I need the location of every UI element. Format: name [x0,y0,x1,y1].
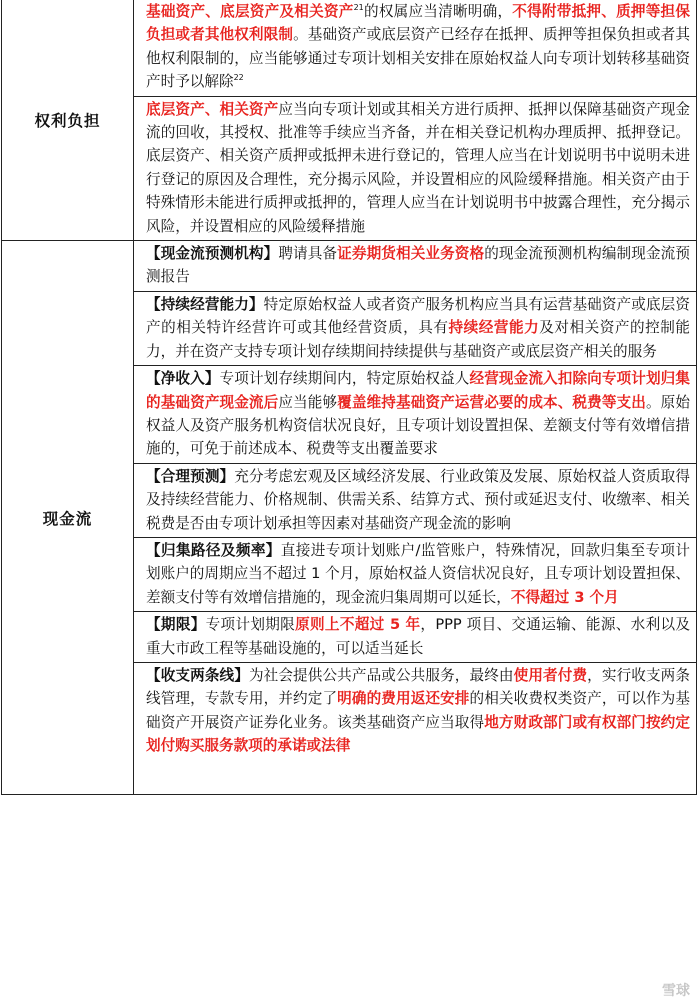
body-text: 的权属应当清晰明确， [363,3,513,20]
body-text: 的现金流预测机构编制现金流预测报告 [146,245,690,286]
item-heading: 【持续经营能力】 [146,295,264,313]
watermark-logo: 雪球 [662,983,690,999]
cashflow-item-net-income [146,367,690,461]
body-text: 聘请具备 [278,245,338,263]
body-text: 的相关收费权类资产，可以作为基础资产开展资产证券化业务。该类基础资产应当取得 [146,690,690,731]
body-text: 充分考虑宏观及区域经济发展、行业政策及发展、原始权益人资质取得及持续经营能力、价格规制、供需关系、结算方式、预付或延迟支付、收缴率、相关税费是否由专项计划承担等因素对基础资产现金流的影响 [146,467,690,532]
body-text: 专项计划期限 [205,616,296,634]
cashflow-item-cell [134,291,697,365]
body-text: 专项计划存续期间内，特定原始权益人 [219,370,470,388]
highlight-text: 使用者付费 [513,666,588,684]
cashflow-label: 现金流 [42,509,93,528]
highlight-text: 不得附带抵押、质押等担保负担或者其他权利限制 [146,3,690,44]
item-heading: 【归集路径及频率】 [146,541,281,559]
rights-label: 权利负担 [34,111,101,130]
cashflow-label-cell [2,241,134,795]
highlight-text: 证券期货相关业务资格 [337,245,485,263]
rights-paragraph-2-cell [134,96,697,240]
item-heading: 【现金流预测机构】 [146,245,279,263]
body-text: 。基础资产或底层资产已经存在抵押、质押等担保负担或者其他权利限制的，应当能够通过专项计划相关安排在原始权益人向专项计划转移基础资产时予以解除 [146,26,690,91]
body-text: 应当向专项计划或其相关方进行质押、抵押以保障基础资产现金流的回收，其授权、批准等手续应当齐备，并在相关登记机构办理质押、抵押登记。底层资产、相关资产质押或抵押未进行登记的，管理人应当在计划说明书中说明未进行登记的原因及合理性，充分揭示风险，并设置相应的风险缓释措施。相关资产由于特殊情形未能进行质押或抵押的，管理人应当在计划说明书中披露合理性，充分揭示风险，并设置相应的风险缓释措施 [146,100,690,235]
cashflow-item-two-lines [146,664,690,758]
highlight-text: 经营现金流入扣除向专项计划归集的基础资产现金流后 [146,370,690,411]
cashflow-item-cell [134,463,697,537]
regulation-table [1,0,697,795]
body-text: 直接进专项计划账户/监管账户，特殊情况，回款归集至专项计划账户的周期应当不超过 1 个月，原始权益人资信状况良好，且专项计划设置担保、差额支付等有效增信措施的，现金流归集周期可以延长， [146,541,690,606]
item-heading: 【收支两条线】 [146,666,249,684]
highlight-text: 覆盖维持基础资产运营必要的成本、税费等支出 [337,393,646,411]
cashflow-item-forecast-agency [146,242,690,289]
cashflow-item-reasonable-forecast [146,465,690,535]
cashflow-item-cell [134,662,697,794]
rights-paragraph-1 [146,0,690,94]
body-text: 应当能够 [278,393,338,411]
item-heading: 【合理预测】 [146,467,235,485]
cashflow-item-cell [134,537,697,611]
cashflow-item-collection-path [146,539,690,609]
item-heading: 【期限】 [146,616,206,634]
footnote-ref: 22 [233,73,244,83]
body-text: ，PPP 项目、交通运输、能源、水利以及重大市政工程等基础设施的，可以适当延长 [146,616,690,657]
rights-paragraph-1-cell [134,0,697,96]
body-text: ，实行收支两条线管理，专款专用，并约定了 [146,666,690,708]
body-text: 为社会提供公共产品或公共服务，最终由 [248,666,514,684]
highlight-text: 持续经营能力 [448,319,540,337]
cashflow-item-cell [134,366,697,464]
cashflow-item-cell [134,612,697,663]
item-heading: 【净收入】 [146,370,220,388]
rights-paragraph-2 [146,98,690,238]
cashflow-item-clip [146,664,690,792]
highlight-text: 原则上不超过 5 年 [295,616,421,634]
cashflow-item-cell [134,241,697,292]
body-text: 及对相关资产的控制能力，并在资产支持专项计划存续期间持续提供与基础资产或底层资产相关的服务 [146,319,690,360]
highlight-text: 不得超过 3 个月 [510,588,619,606]
highlight-text: 地方财政部门或有权部门按约定划付购买服务款项的承诺或法律 [146,713,690,755]
body-text: 特定原始权益人或者资产服务机构应当具有运营基础资产或底层资产的相关特许经营许可或其他经营资质，具有 [146,295,690,337]
highlight-text: 明确的费用返还安排 [337,690,470,708]
highlight-text: 底层资产、相关资产 [146,100,279,118]
body-text: 。原始权益人及资产服务机构资信状况良好，且专项计划设置担保、差额支付等有效增信措施的，可免于前述成本、税费等支出覆盖要求 [146,393,690,458]
rights-label-cell [2,0,134,241]
footnote-ref: 21 [353,3,364,13]
highlight-text: 基础资产、底层资产及相关资产 [146,3,354,20]
cashflow-item-going-concern [146,293,690,363]
cashflow-item-term [146,613,690,660]
